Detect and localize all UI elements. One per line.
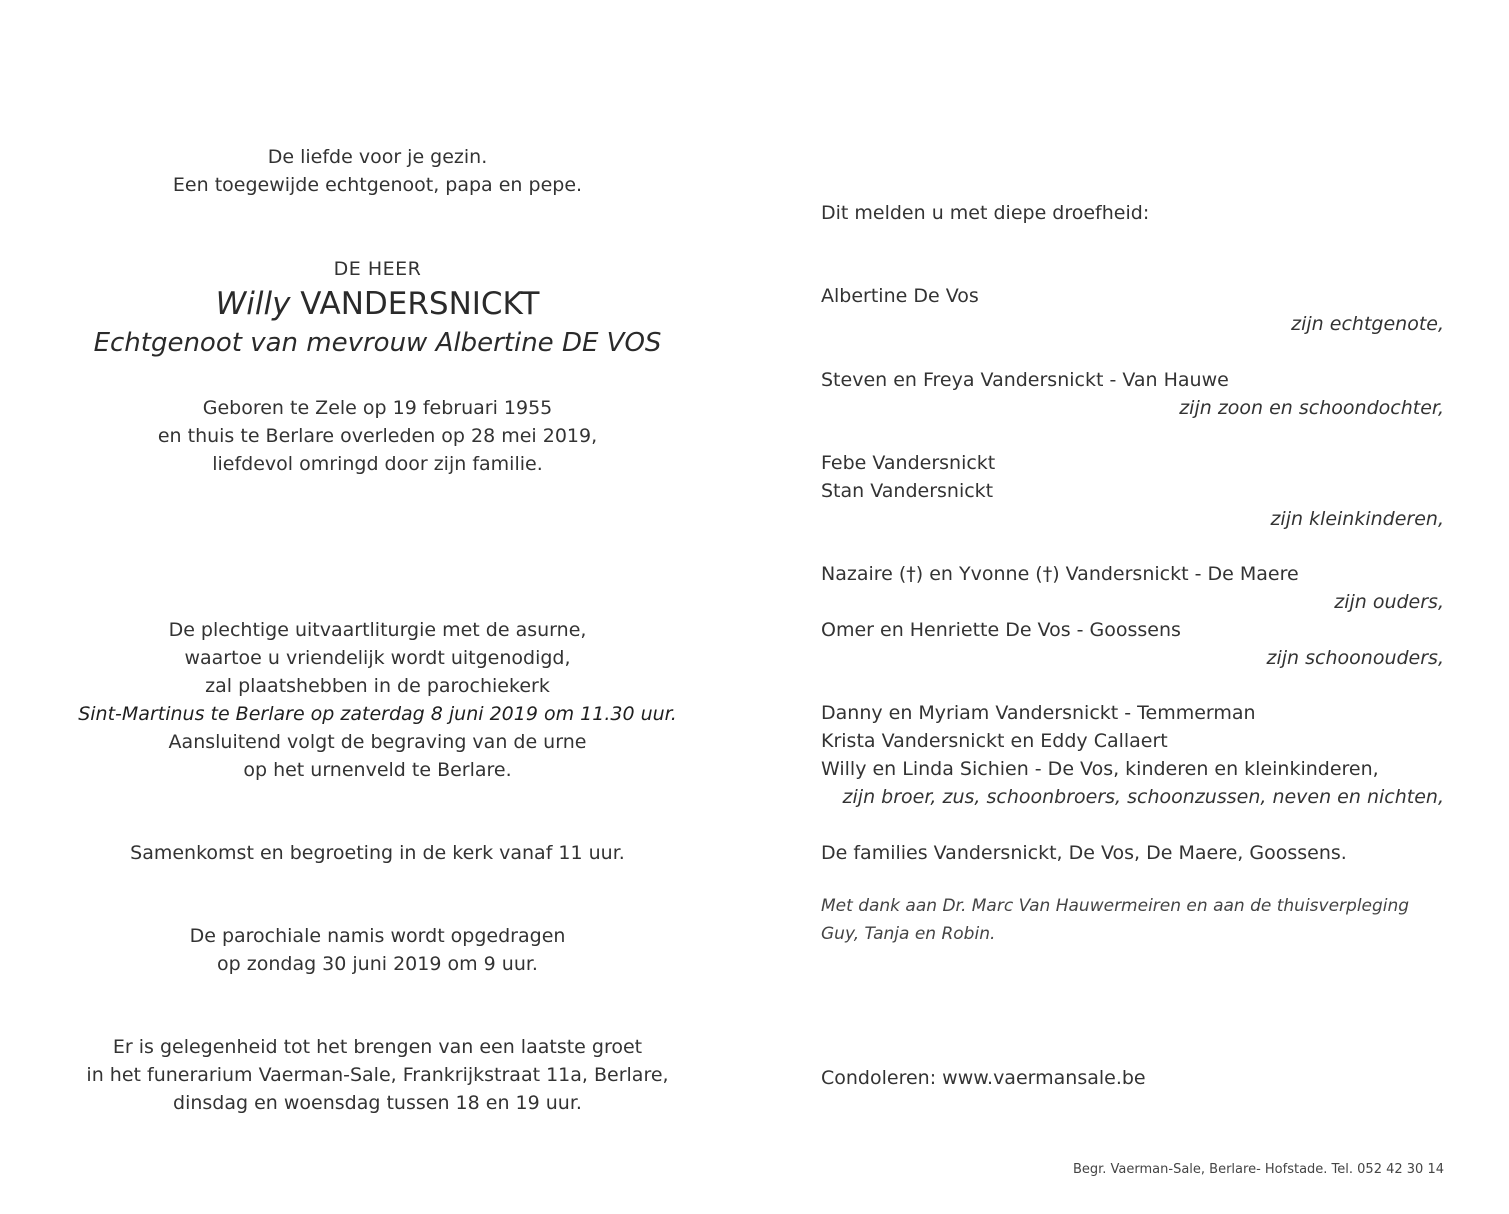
visitation-info [60,1033,695,1117]
sibling-line-2: Krista Vandersnickt en Eddy Callaert [821,730,1168,752]
thanks-note [821,892,1444,948]
parents-role: zijn ouders, [1334,591,1444,613]
visit-line-1: Er is gelegenheid tot het brengen van een laatste groet [112,1036,643,1058]
burial-line-1: Aansluitend volgt de begraving van de urne [168,731,587,753]
epitaph [60,143,695,199]
gathering-info [60,839,695,867]
relatives-parents [821,560,1444,672]
first-name: Willy [215,286,291,322]
gathering-line: Samenkomst en begroeting in de kerk vanaf 11 uur. [130,842,625,864]
deceased-name [60,283,695,325]
service-line-2: waartoe u vriendelijk wordt uitgenodigd, [184,647,571,669]
funeral-home-footer [821,1156,1444,1184]
birth-death-info [60,394,695,478]
epitaph-line-2: Een toegewijde echtgenoot, papa en pepe. [172,174,583,196]
visit-line-2: in het funerarium Vaerman-Sale, Frankrijkstraat 11a, Berlare, [86,1064,669,1086]
condolences [821,1064,1444,1092]
spouse-name: Albertine De Vos [821,285,979,307]
families [821,839,1444,867]
birth-line-2: en thuis te Berlare overleden op 28 mei 2019, [157,425,598,447]
grandchild-name-1: Febe Vandersnickt [821,452,996,474]
funeral-service [60,616,695,784]
burial-line-2: op het urnenveld te Berlare. [243,759,512,781]
birth-line-1: Geboren te Zele op 19 februari 1955 [202,397,553,419]
spouse-role: zijn echtgenote, [1291,313,1444,335]
mass-info [60,922,695,978]
mass-line-2: op zondag 30 juni 2019 om 9 uur. [217,953,538,975]
parents-in-law-role: zijn schoonouders, [1266,647,1444,669]
sibling-line-1: Danny en Myriam Vandersnickt - Temmerman [821,702,1256,724]
grandchildren-role: zijn kleinkinderen, [1270,508,1444,530]
service-line-1: De plechtige uitvaartliturgie met de asurne, [168,619,587,641]
relatives-son [821,366,1444,422]
relatives-siblings [821,699,1444,811]
mass-line-1: De parochiale namis wordt opgedragen [189,925,566,947]
son-names: Steven en Freya Vandersnickt - Van Hauwe [821,369,1229,391]
service-date-church: Sint-Martinus te Berlare op zaterdag 8 juni 2019 om 11.30 uur. [78,703,677,725]
son-role: zijn zoon en schoondochter, [1179,397,1444,419]
footer-line: Begr. Vaerman-Sale, Berlare- Hofstade. Tel. 052 42 30 14 [1072,1162,1444,1177]
families-line: De families Vandersnickt, De Vos, De Maere, Goossens. [821,842,1347,864]
grandchild-name-2: Stan Vandersnickt [821,480,994,502]
condolences-line: Condoleren: www.vaermansale.be [821,1067,1146,1089]
deceased-header [60,255,695,361]
last-name: VANDERSNICKT [300,286,540,322]
honorific: DE HEER [333,258,422,280]
announcement-intro [821,199,1444,227]
thanks-line-1: Met dank aan Dr. Marc Van Hauwermeiren en aan de thuisverpleging [821,896,1410,916]
siblings-role: zijn broer, zus, schoonbroers, schoonzussen, neven en nichten, [842,786,1444,808]
relatives-grandchildren [821,449,1444,533]
thanks-line-2: Guy, Tanja en Robin. [821,924,996,944]
parents-names: Nazaire (†) en Yvonne (†) Vandersnickt - De Maere [821,563,1299,585]
parents-in-law-names: Omer en Henriette De Vos - Goossens [821,619,1181,641]
relatives-spouse [821,282,1444,338]
epitaph-line-1: De liefde voor je gezin. [267,146,488,168]
sibling-line-3: Willy en Linda Sichien - De Vos, kinderen en kleinkinderen, [821,758,1379,780]
service-line-3: zal plaatshebben in de parochiekerk [205,675,550,697]
birth-line-3: liefdevol omringd door zijn familie. [212,453,543,475]
spouse-line: Echtgenoot van mevrouw Albertine DE VOS [93,328,662,358]
visit-line-3: dinsdag en woensdag tussen 18 en 19 uur. [173,1092,582,1114]
intro-line: Dit melden u met diepe droefheid: [821,202,1150,224]
